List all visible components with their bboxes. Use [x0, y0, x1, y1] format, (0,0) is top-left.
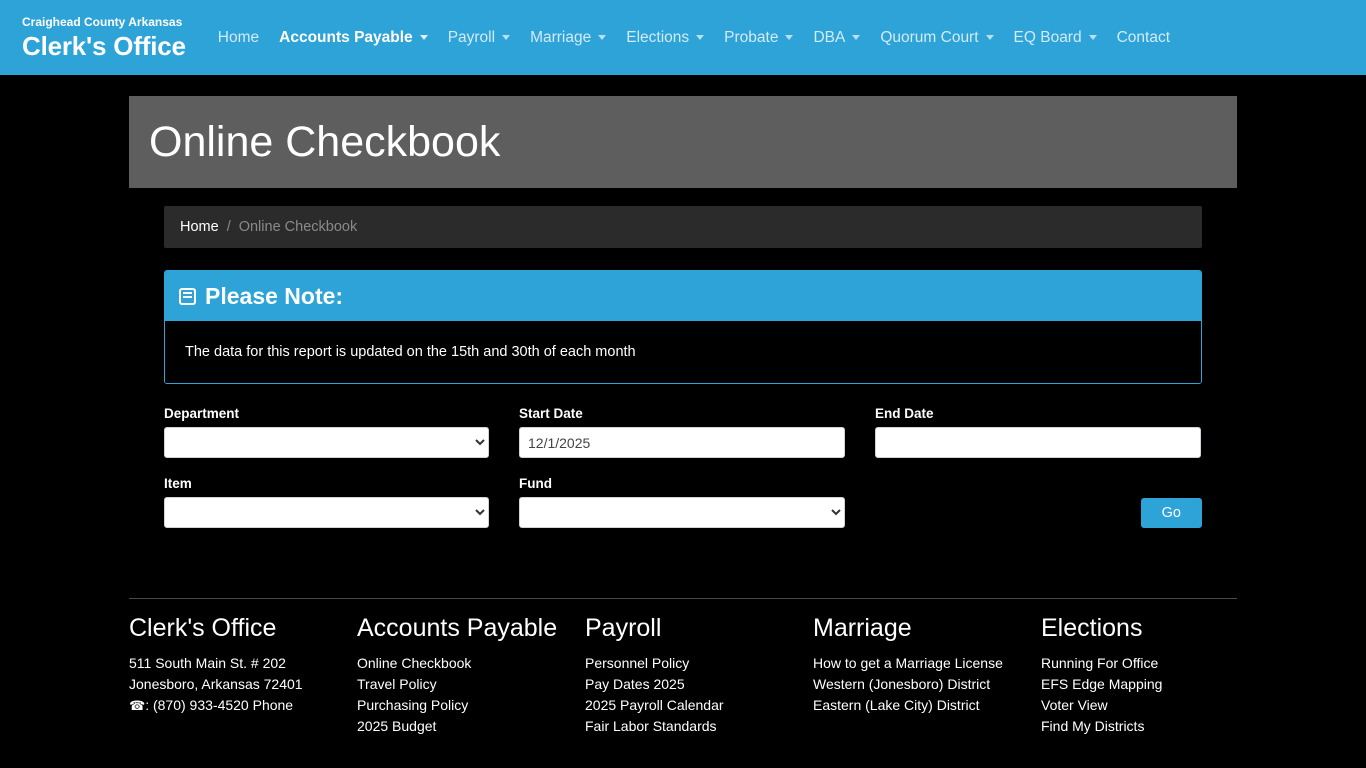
nav-item-probate-label: Probate	[724, 28, 779, 46]
footer-address-line-1: 511 South Main St. # 202	[129, 655, 286, 671]
breadcrumb-current: Online Checkbook	[238, 219, 358, 235]
nav-item-accounts-payable-label: Accounts Payable	[279, 28, 413, 46]
start-date-label: Start Date	[519, 406, 583, 421]
please-note-alert	[164, 270, 1202, 384]
fund-select[interactable]	[519, 497, 845, 528]
item-select[interactable]	[164, 497, 489, 528]
footer-link-running-for-office[interactable]: Running For Office	[1041, 655, 1159, 671]
alert-header	[165, 271, 1201, 321]
phone-icon: ☎	[129, 698, 146, 713]
footer-col-accounts-payable	[357, 613, 585, 737]
chevron-down-icon	[696, 35, 704, 40]
nav-item-dba[interactable]	[803, 21, 870, 55]
form-row-1	[164, 406, 1202, 458]
breadcrumb-separator: /	[226, 219, 231, 235]
nav-item-eq-board[interactable]	[1004, 21, 1107, 55]
alert-message: The data for this report is updated on the 15th and 30th of each month	[165, 321, 1201, 383]
chevron-down-icon	[598, 35, 606, 40]
end-date-input[interactable]	[875, 427, 1201, 458]
nav-item-accounts-payable[interactable]	[269, 21, 438, 55]
footer-link-western-district[interactable]: Western (Jonesboro) District	[813, 676, 991, 692]
footer-phone-text: : (870) 933-4520 Phone	[145, 697, 294, 713]
footer-link-find-my-districts[interactable]: Find My Districts	[1041, 718, 1145, 734]
end-date-field-group	[875, 406, 1201, 458]
footer-col-elections	[1041, 613, 1237, 737]
footer-title-marriage: Marriage	[813, 614, 912, 642]
chevron-down-icon	[502, 35, 510, 40]
nav-item-payroll[interactable]	[438, 21, 520, 55]
nav-item-contact[interactable]	[1107, 21, 1180, 55]
fund-field-group	[519, 476, 845, 528]
brand-county-label: Craighead County Arkansas	[22, 14, 183, 29]
footer-columns	[129, 613, 1237, 737]
footer-link-fair-labor-standards[interactable]: Fair Labor Standards	[585, 718, 717, 734]
chevron-down-icon	[852, 35, 860, 40]
footer-address-line-2: Jonesboro, Arkansas 72401	[129, 676, 303, 692]
footer-link-online-checkbook[interactable]: Online Checkbook	[357, 655, 472, 671]
footer-link-voter-view[interactable]: Voter View	[1041, 697, 1108, 713]
top-navbar	[0, 0, 1366, 75]
page-title: Online Checkbook	[149, 118, 501, 166]
card-body	[129, 188, 1237, 556]
form-row-2	[164, 476, 1202, 528]
nav-item-quorum-court-label: Quorum Court	[880, 28, 979, 46]
fund-label: Fund	[519, 476, 552, 491]
footer-col-payroll	[585, 613, 813, 737]
chevron-down-icon	[420, 35, 428, 40]
breadcrumb	[164, 206, 1202, 248]
department-select[interactable]	[164, 427, 489, 458]
department-field-group	[164, 406, 489, 458]
nav-item-quorum-court[interactable]	[870, 21, 1003, 55]
footer-link-pay-dates-2025[interactable]: Pay Dates 2025	[585, 676, 685, 692]
go-button-wrap	[1141, 498, 1202, 528]
nav-item-payroll-label: Payroll	[447, 28, 496, 46]
page-body	[0, 75, 1366, 768]
chevron-down-icon	[986, 35, 994, 40]
page-header	[129, 96, 1237, 188]
end-date-label: End Date	[875, 406, 934, 421]
nav-item-dba-label: DBA	[813, 28, 846, 46]
footer-title-elections: Elections	[1041, 614, 1143, 642]
footer-phone-line	[129, 695, 339, 716]
nav-item-contact-label: Contact	[1116, 28, 1171, 46]
footer-title-accounts-payable: Accounts Payable	[357, 614, 558, 642]
brand-office-label: Clerk's Office	[22, 30, 186, 61]
footer-link-how-to-get-marriage-license[interactable]: How to get a Marriage License	[813, 655, 1003, 671]
footer-divider	[129, 598, 1237, 737]
item-label: Item	[164, 476, 192, 491]
footer-col-clerks-office	[129, 613, 357, 737]
footer-link-2025-budget[interactable]: 2025 Budget	[357, 718, 437, 734]
nav-item-probate[interactable]	[714, 21, 803, 55]
chevron-down-icon	[785, 35, 793, 40]
start-date-field-group	[519, 406, 845, 458]
breadcrumb-home-link[interactable]: Home	[180, 219, 219, 235]
footer-link-personnel-policy[interactable]: Personnel Policy	[585, 655, 690, 671]
nav-item-elections-label: Elections	[626, 28, 690, 46]
nav-item-eq-board-label: EQ Board	[1013, 28, 1082, 46]
nav-item-elections[interactable]	[616, 21, 714, 55]
main-card	[129, 75, 1237, 556]
footer	[129, 556, 1237, 737]
nav-items	[208, 0, 1180, 75]
footer-link-purchasing-policy[interactable]: Purchasing Policy	[357, 697, 469, 713]
nav-item-home-label: Home	[217, 28, 260, 46]
start-date-input[interactable]	[519, 427, 845, 458]
alert-heading: Please Note:	[205, 283, 344, 309]
department-label: Department	[164, 406, 240, 421]
brand[interactable]	[16, 15, 186, 61]
nav-item-marriage-label: Marriage	[530, 28, 592, 46]
nav-item-marriage[interactable]	[520, 21, 616, 55]
footer-link-eastern-district[interactable]: Eastern (Lake City) District	[813, 697, 980, 713]
footer-link-travel-policy[interactable]: Travel Policy	[357, 676, 437, 692]
footer-title-payroll: Payroll	[585, 614, 662, 642]
nav-item-home[interactable]	[208, 21, 269, 55]
note-icon	[179, 288, 196, 305]
footer-title-clerks-office: Clerk's Office	[129, 614, 277, 642]
item-field-group	[164, 476, 489, 528]
chevron-down-icon	[1089, 35, 1097, 40]
footer-link-2025-payroll-calendar[interactable]: 2025 Payroll Calendar	[585, 697, 724, 713]
go-button[interactable]: Go	[1141, 498, 1202, 528]
footer-link-efs-edge-mapping[interactable]: EFS Edge Mapping	[1041, 676, 1163, 692]
footer-col-marriage	[813, 613, 1041, 737]
